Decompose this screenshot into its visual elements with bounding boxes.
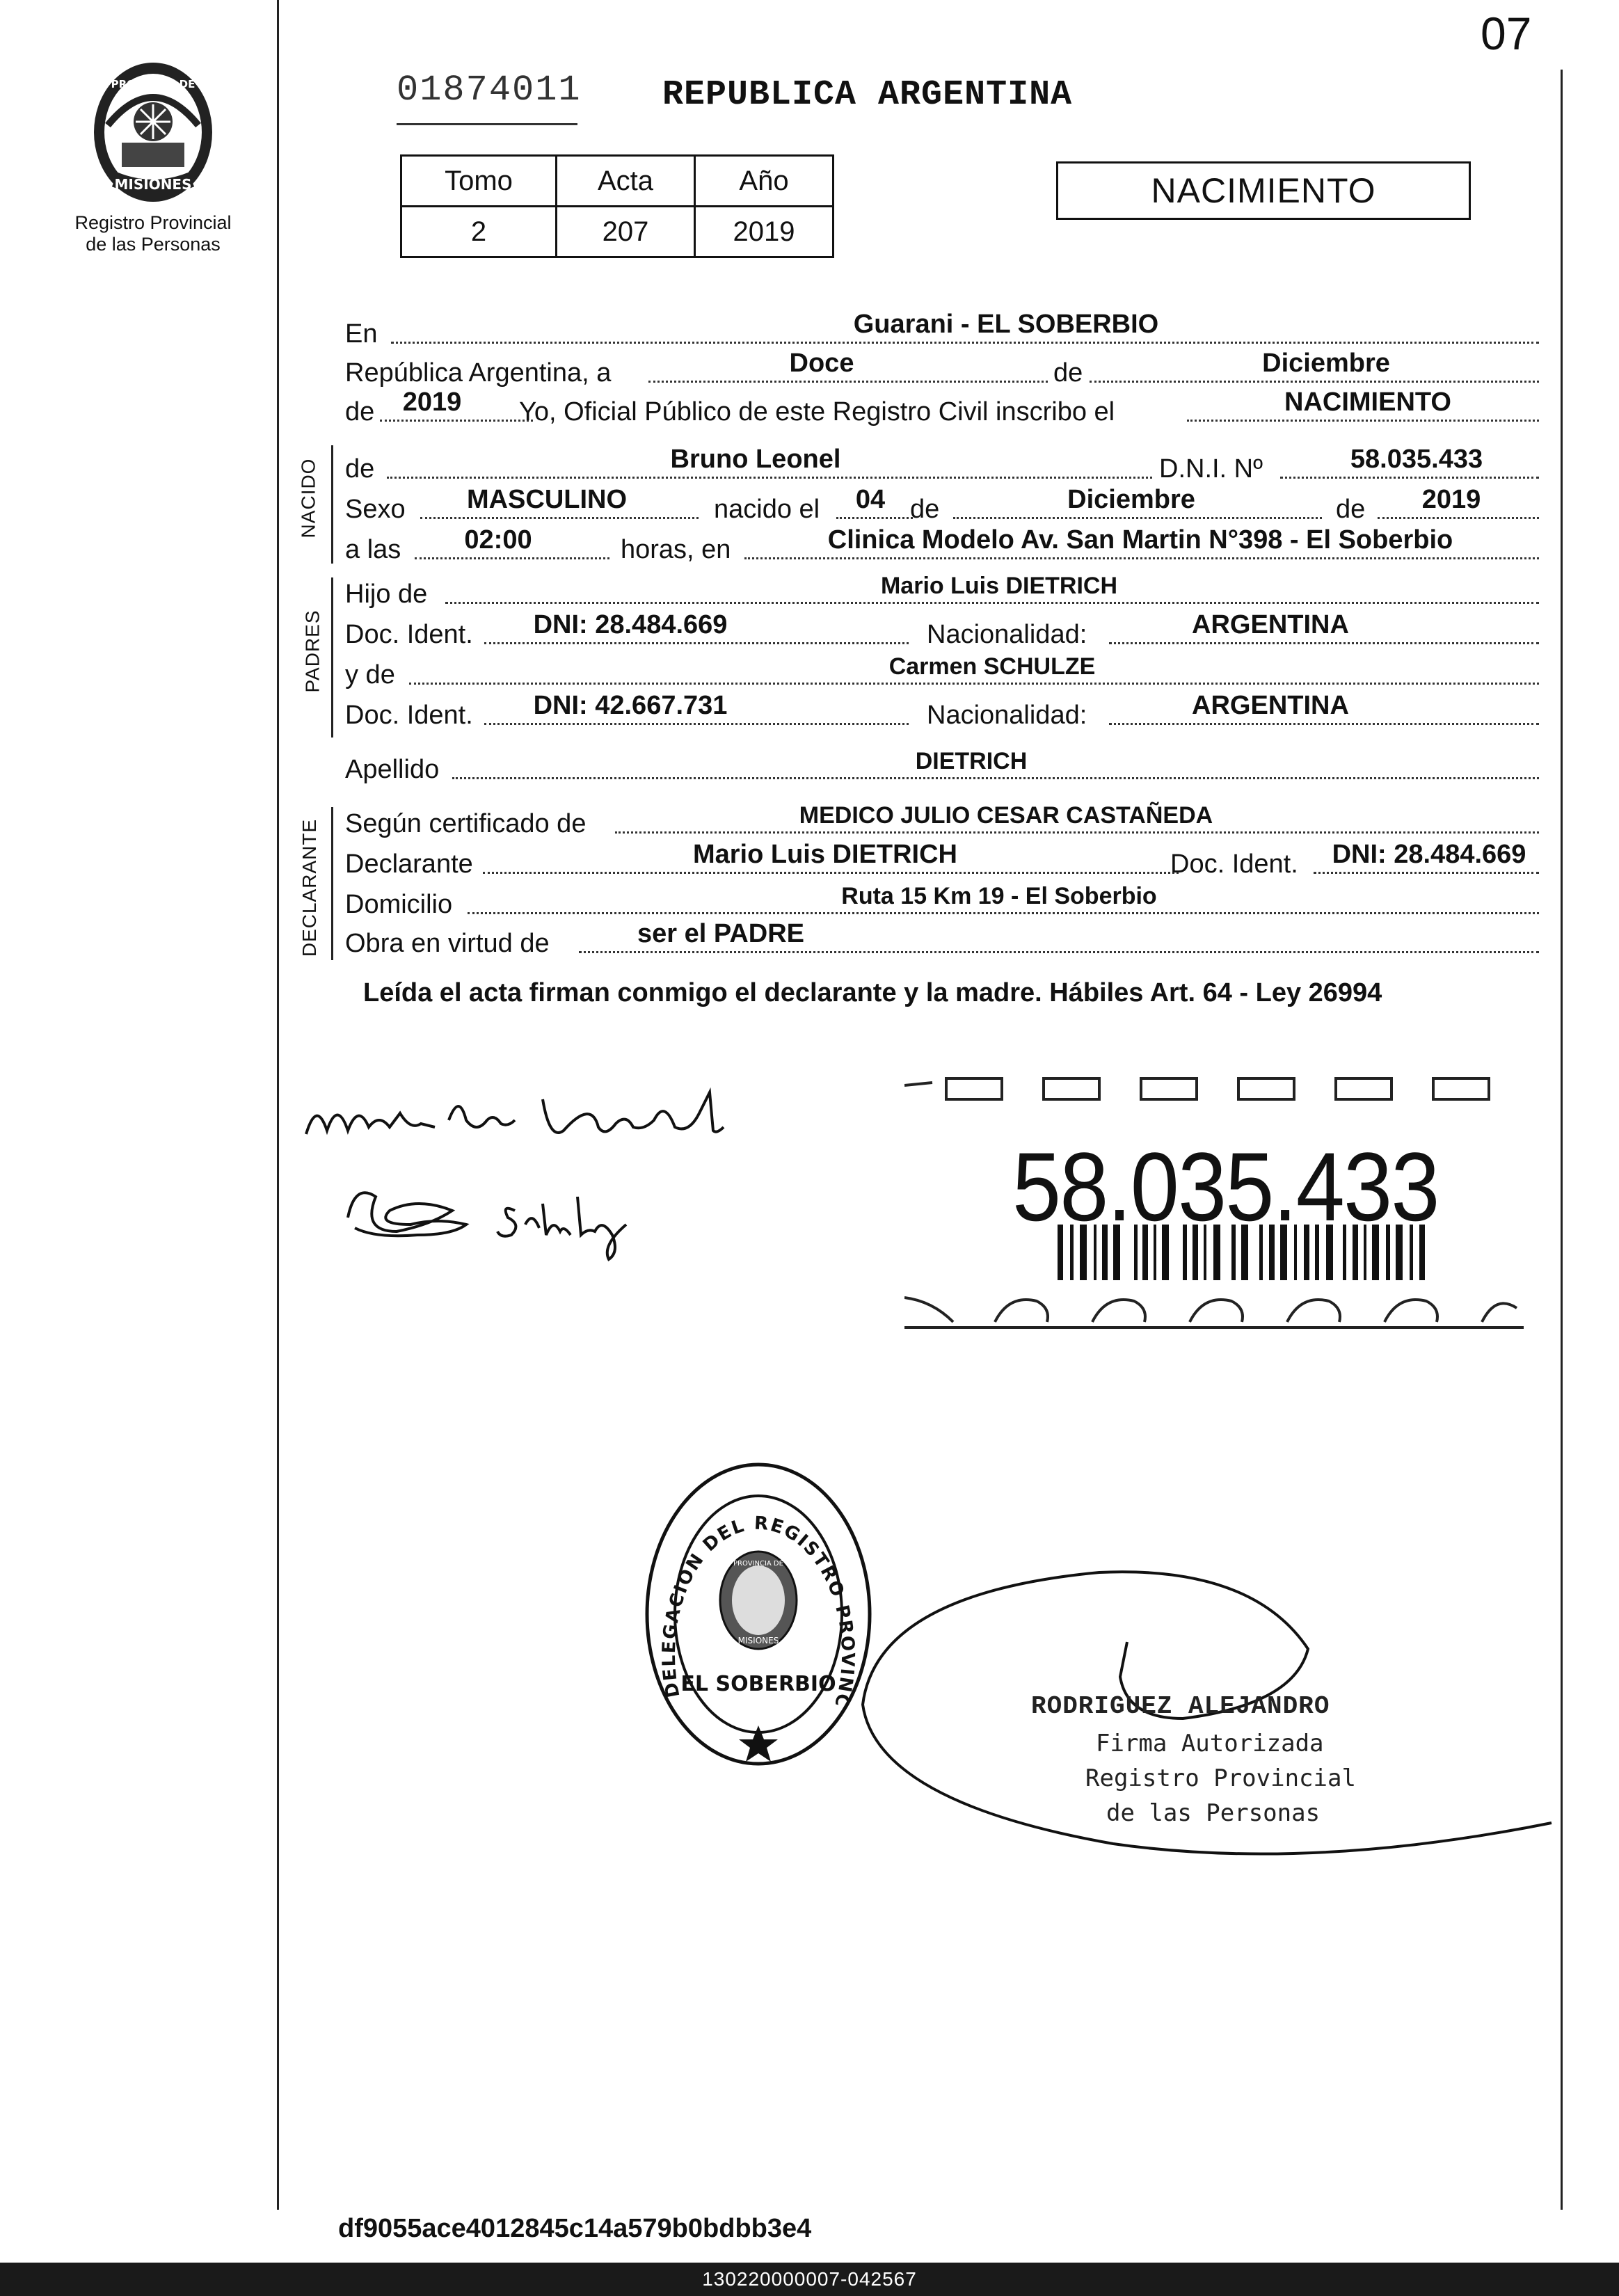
label-oficial: Yo, Oficial Público de este Registro Civil inscribo el	[519, 397, 1115, 426]
dotted-line	[615, 830, 1539, 834]
stamp-inner-text: EL SOBERBIO	[680, 1672, 836, 1696]
label-segun: Según certificado de	[345, 809, 587, 838]
label-de3: de	[345, 454, 375, 484]
dotted-line	[391, 340, 1539, 344]
footer-code: 130220000007-042567	[0, 2263, 1619, 2296]
dotted-line	[468, 911, 1539, 914]
value-year: 2019	[402, 388, 462, 417]
dotted-line	[420, 516, 699, 519]
value-sexo: MASCULINO	[466, 485, 628, 514]
serial-number: 01874011	[397, 70, 577, 125]
label-nacido: nacido el	[714, 495, 820, 524]
row-apellido	[345, 746, 1539, 785]
value-obra: ser el PADRE	[637, 919, 805, 948]
logo-caption-line1: Registro Provincial	[74, 212, 232, 233]
label-obra: Obra en virtud de	[345, 929, 550, 958]
value-name: Bruno Leonel	[670, 445, 841, 474]
value-declarante-doc: DNI: 28.484.669	[1332, 840, 1526, 869]
label-nacionalidad2: Nacionalidad:	[927, 701, 1087, 730]
value-dni: 58.035.433	[1350, 445, 1483, 474]
stamp-seal-top: PROVINCIA DE	[733, 1560, 783, 1568]
row-hora	[345, 526, 1539, 565]
label-doc3: Doc. Ident.	[1170, 850, 1298, 879]
value-month: Diciembre	[1262, 349, 1390, 378]
sticker-number: 58.035.433	[1012, 1132, 1439, 1241]
value-day: Doce	[789, 349, 854, 378]
label-sexo: Sexo	[345, 495, 406, 524]
official-role: Firma Autorizada	[1096, 1730, 1324, 1757]
row-certificado	[345, 800, 1539, 839]
dotted-line	[415, 556, 609, 559]
signature-father	[299, 1071, 786, 1169]
side-label-declarante: DECLARANTE	[298, 818, 321, 957]
value-birth-month: Diciembre	[1067, 485, 1195, 514]
label-horas: horas, en	[621, 535, 731, 564]
value-place: Clinica Modelo Av. San Martin N°398 - El Soberbio	[827, 525, 1453, 555]
row-nombre	[345, 445, 1539, 484]
logo-caption-line2: de las Personas	[86, 234, 221, 255]
record-table	[400, 154, 834, 258]
nacido-bracket	[331, 445, 333, 564]
value-ano: 2019	[695, 207, 834, 257]
row-en	[345, 310, 1539, 349]
row-madre	[345, 651, 1539, 690]
dotted-line	[1187, 418, 1539, 422]
dotted-line	[1109, 641, 1539, 644]
value-mother: Carmen SCHULZE	[888, 653, 1096, 680]
left-margin-line	[277, 0, 279, 2210]
seal-text-top: PROVINCIA DE	[111, 78, 196, 90]
dotted-line	[1378, 516, 1539, 519]
right-margin-line	[1561, 70, 1563, 2210]
signature-mother-image	[334, 1169, 682, 1266]
value-acta: 207	[557, 207, 695, 257]
value-declarante: Mario Luis DIETRICH	[692, 840, 958, 869]
signature-father-image	[299, 1071, 786, 1169]
value-father-nat: ARGENTINA	[1192, 610, 1349, 639]
row-declarante	[345, 840, 1539, 879]
side-label-nacido: NACIDO	[297, 458, 319, 539]
value-mother-nat: ARGENTINA	[1192, 691, 1349, 720]
label-alas: a las	[345, 535, 401, 564]
dotted-line	[836, 516, 913, 519]
dotted-line	[445, 600, 1539, 604]
label-domicilio: Domicilio	[345, 890, 453, 919]
dotted-line	[409, 681, 1539, 685]
value-en: Guarani - EL SOBERBIO	[853, 310, 1159, 339]
value-certificado: MEDICO JULIO CESAR CASTAÑEDA	[799, 802, 1213, 829]
row-domicilio	[345, 881, 1539, 920]
label-en: En	[345, 319, 378, 349]
misiones-seal-icon	[83, 56, 223, 209]
label-dni: D.N.I. Nº	[1159, 454, 1263, 484]
value-birth-day: 04	[855, 485, 886, 514]
row-oficial	[345, 388, 1539, 427]
official-office-line2: de las Personas	[1106, 1799, 1321, 1827]
dotted-line	[452, 776, 1539, 779]
signature-mother	[334, 1169, 682, 1266]
dotted-line	[1314, 870, 1539, 874]
label-de4: de	[910, 495, 940, 524]
label-republica: República Argentina, a	[345, 358, 612, 388]
label-de: de	[1053, 358, 1083, 388]
dotted-line	[1109, 722, 1539, 725]
province-logo	[70, 56, 237, 255]
official-office: Registro Provincial	[1085, 1764, 1356, 1792]
dotted-line	[387, 475, 1152, 479]
side-label-padres: PADRES	[301, 609, 324, 693]
stamp-ring-text: DELEGACION DEL REGISTRO PROVINC	[658, 1513, 859, 1711]
value-father: Mario Luis DIETRICH	[880, 573, 1118, 599]
document-title: REPUBLICA ARGENTINA	[662, 75, 1073, 115]
record-table-header-row	[401, 156, 834, 207]
dotted-line	[483, 870, 1179, 874]
row-sexo	[345, 486, 1539, 525]
declarante-bracket	[331, 807, 333, 960]
label-yde: y de	[345, 660, 395, 689]
label-apellido: Apellido	[345, 755, 440, 784]
value-inscribo: NACIMIENTO	[1284, 388, 1451, 417]
row-padre-doc	[345, 611, 1539, 650]
row-padre	[345, 571, 1539, 609]
dotted-line	[1090, 379, 1539, 383]
label-doc: Doc. Ident.	[345, 620, 473, 649]
row-obra	[345, 920, 1539, 959]
header-ano: Año	[695, 156, 834, 207]
value-apellido: DIETRICH	[915, 748, 1028, 774]
dotted-line	[1280, 475, 1539, 479]
record-table-value-row	[401, 207, 834, 257]
dotted-line	[744, 556, 1539, 559]
dotted-line	[380, 418, 533, 422]
dotted-line	[953, 516, 1322, 519]
header-acta: Acta	[557, 156, 695, 207]
document-hash: df9055ace4012845c14a579b0bdbb3e4	[338, 2214, 812, 2243]
value-tomo: 2	[401, 207, 557, 257]
row-republica	[345, 349, 1539, 388]
label-de5: de	[1336, 495, 1366, 524]
label-doc2: Doc. Ident.	[345, 701, 473, 730]
value-hour: 02:00	[464, 525, 532, 555]
dotted-line	[648, 379, 1048, 383]
value-domicilio: Ruta 15 Km 19 - El Soberbio	[841, 883, 1157, 909]
dotted-line	[579, 950, 1539, 953]
label-de2: de	[345, 397, 375, 426]
row-madre-doc	[345, 692, 1539, 731]
page-number: 07	[1481, 8, 1532, 59]
seal-text-bottom: MISIONES	[114, 176, 192, 193]
label-declarante: Declarante	[345, 850, 473, 879]
value-father-doc: DNI: 28.484.669	[533, 610, 728, 639]
label-hijo: Hijo de	[345, 580, 428, 609]
label-nacionalidad: Nacionalidad:	[927, 620, 1087, 649]
value-mother-doc: DNI: 42.667.731	[533, 691, 728, 720]
header-tomo: Tomo	[401, 156, 557, 207]
record-kind-box: NACIMIENTO	[1056, 161, 1471, 220]
dotted-line	[484, 641, 909, 644]
value-birth-year: 2019	[1421, 485, 1481, 514]
padres-bracket	[331, 577, 333, 738]
closing-text: Leída el acta firman conmigo el declarante y la madre. Hábiles Art. 64 - Ley 26994	[363, 978, 1382, 1007]
dotted-line	[484, 722, 909, 725]
official-name: RODRIGUEZ ALEJANDRO	[1031, 1692, 1330, 1721]
stamp-seal-bottom: MISIONES	[737, 1636, 779, 1645]
